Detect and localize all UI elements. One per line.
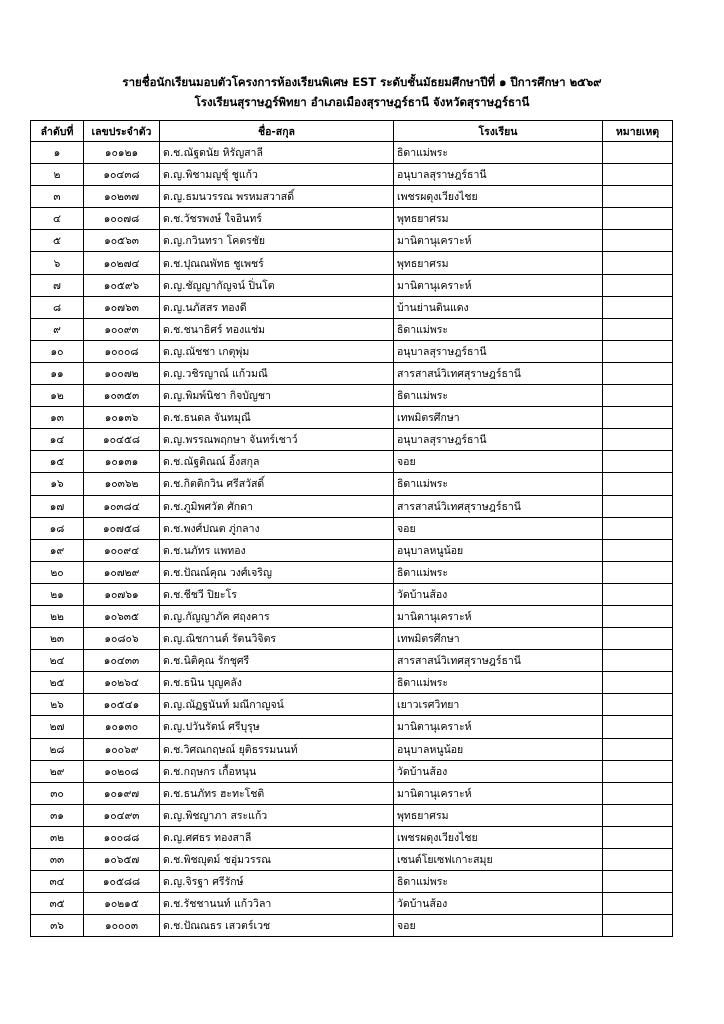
cell-no: ๑๘ [31, 517, 84, 539]
cell-student-id: ๑๐๒๓๗ [84, 186, 160, 208]
cell-note [603, 385, 673, 407]
cell-name: ด.ช.พงศ์ปณต ภู่กลาง [160, 517, 394, 539]
cell-name: ด.ญ.ณิชกานต์ รัตนวิจิตร [160, 628, 394, 650]
cell-note [603, 605, 673, 627]
cell-note [603, 208, 673, 230]
cell-note [603, 296, 673, 318]
cell-no: ๑ [31, 142, 84, 164]
column-header-school: โรงเรียน [394, 121, 603, 142]
cell-school: สารสาสน์วิเทศสุราษฎร์ธานี [394, 495, 603, 517]
cell-note [603, 252, 673, 274]
cell-name: ด.ญ.พิชามญชุ์ ชูแก้ว [160, 164, 394, 186]
table-row [31, 849, 673, 871]
cell-note [603, 517, 673, 539]
cell-name: ด.ช.ปัณณธร เสวตร์เวช [160, 915, 394, 937]
cell-school: เยาวเรศวิทยา [394, 694, 603, 716]
table-row [31, 738, 673, 760]
table-row [31, 230, 673, 252]
cell-no: ๗ [31, 274, 84, 296]
cell-school: เซนต์โยเซฟเกาะสมุย [394, 849, 603, 871]
cell-school: ธิดาแม่พระ [394, 561, 603, 583]
cell-note [603, 362, 673, 384]
table-row [31, 650, 673, 672]
cell-student-id: ๑๐๔๓๓ [84, 650, 160, 672]
cell-note [603, 473, 673, 495]
table-row [31, 252, 673, 274]
cell-student-id: ๑๐๓๘๔ [84, 495, 160, 517]
cell-student-id: ๑๐๐๗๘ [84, 208, 160, 230]
cell-school: มานิตานุเคราะห์ [394, 605, 603, 627]
cell-school: เพชรผดุงเวียงไชย [394, 186, 603, 208]
cell-no: ๔ [31, 208, 84, 230]
cell-no: ๒๓ [31, 628, 84, 650]
table-row [31, 782, 673, 804]
cell-name: ด.ญ.ปวันรัตน์ ศรีบุรุษ [160, 716, 394, 738]
cell-student-id: ๑๐๕๖๓ [84, 230, 160, 252]
cell-name: ด.ช.นิติคุณ รักชุศรี [160, 650, 394, 672]
cell-name: ด.ช.ปุณณพัทธ ชูเพชร์ [160, 252, 394, 274]
table-row [31, 451, 673, 473]
cell-school: จอย [394, 517, 603, 539]
cell-student-id: ๑๐๒๖๔ [84, 672, 160, 694]
cell-student-id: ๑๐๔๙๓ [84, 804, 160, 826]
table-row [31, 915, 673, 937]
table-row [31, 826, 673, 848]
cell-name: ด.ช.พิชญุตม์ ชอุ่มวรรณ [160, 849, 394, 871]
cell-no: ๒๑ [31, 583, 84, 605]
cell-name: ด.ญ.พรรณพฤกษา จันทร์เชาว์ [160, 429, 394, 451]
cell-student-id: ๑๐๒๑๕ [84, 893, 160, 915]
cell-note [603, 650, 673, 672]
cell-no: ๓๕ [31, 893, 84, 915]
cell-student-id: ๑๐๑๓๐ [84, 716, 160, 738]
cell-no: ๓ [31, 186, 84, 208]
cell-school: วัดบ้านส้อง [394, 583, 603, 605]
cell-name: ด.ช.กฤษกร เกื้อหนุน [160, 760, 394, 782]
table-row [31, 539, 673, 561]
cell-note [603, 583, 673, 605]
cell-student-id: ๑๐๓๕๓ [84, 385, 160, 407]
cell-student-id: ๑๐๐๖๙ [84, 738, 160, 760]
document-title: รายชื่อนักเรียนมอบตัวโครงการห้องเรียนพิเศษ EST ระดับชั้นมัธยมศึกษาปีที่ ๑ ปีการศึกษา ๒๕๖๙ [122, 75, 602, 89]
cell-school: ธิดาแม่พระ [394, 473, 603, 495]
cell-student-id: ๑๐๑๓๖ [84, 407, 160, 429]
table-header-row [31, 121, 673, 142]
cell-name: ด.ญ.ศศธร ทองสาลี [160, 826, 394, 848]
cell-school: ธิดาแม่พระ [394, 385, 603, 407]
cell-no: ๒๔ [31, 650, 84, 672]
cell-name: ด.ช.ณัฐดนัย หิรัญสาลี [160, 142, 394, 164]
cell-note [603, 407, 673, 429]
cell-school: บ้านย่านดินแดง [394, 296, 603, 318]
cell-no: ๒๕ [31, 672, 84, 694]
cell-no: ๑๖ [31, 473, 84, 495]
table-row [31, 605, 673, 627]
cell-no: ๒๖ [31, 694, 84, 716]
cell-school: เทพมิตรศึกษา [394, 407, 603, 429]
cell-student-id: ๑๐๐๘๘ [84, 826, 160, 848]
cell-student-id: ๑๐๕๙๖ [84, 274, 160, 296]
cell-no: ๒ [31, 164, 84, 186]
cell-no: ๓๑ [31, 804, 84, 826]
table-row [31, 804, 673, 826]
cell-no: ๒๙ [31, 760, 84, 782]
cell-school: อนุบาลหนูน้อย [394, 738, 603, 760]
cell-name: ด.ญ.พิชญาภา สระแก้ว [160, 804, 394, 826]
cell-student-id: ๑๐๖๓๕ [84, 605, 160, 627]
cell-note [603, 451, 673, 473]
cell-name: ด.ช.วิศณกฤษณ์ ยุติธรรมนนท์ [160, 738, 394, 760]
cell-note [603, 826, 673, 848]
cell-school: วัดบ้านส้อง [394, 760, 603, 782]
cell-student-id: ๑๐๔๓๘ [84, 164, 160, 186]
table-row [31, 340, 673, 362]
column-header-id: เลขประจำตัว [84, 121, 160, 142]
cell-no: ๒๒ [31, 605, 84, 627]
cell-student-id: ๑๐๗๒๙ [84, 561, 160, 583]
cell-student-id: ๑๐๓๖๒ [84, 473, 160, 495]
cell-school: ธิดาแม่พระ [394, 871, 603, 893]
cell-note [603, 871, 673, 893]
cell-school: มานิตานุเคราะห์ [394, 230, 603, 252]
table-row [31, 362, 673, 384]
cell-school: สารสาสน์วิเทศสุราษฎร์ธานี [394, 362, 603, 384]
cell-school: เพชรผดุงเวียงไชย [394, 826, 603, 848]
cell-name: ด.ช.ภูมิพศวัต ศักดา [160, 495, 394, 517]
cell-student-id: ๑๐๑๓๑ [84, 451, 160, 473]
cell-school: ธิดาแม่พระ [394, 142, 603, 164]
cell-no: ๑๗ [31, 495, 84, 517]
table-row [31, 561, 673, 583]
cell-name: ด.ช.ธนดล จันทมุณี [160, 407, 394, 429]
cell-student-id: ๑๐๐๙๔ [84, 539, 160, 561]
cell-note [603, 539, 673, 561]
cell-school: มานิตานุเคราะห์ [394, 274, 603, 296]
cell-note [603, 716, 673, 738]
cell-note [603, 142, 673, 164]
cell-note [603, 738, 673, 760]
table-row [31, 495, 673, 517]
table-row [31, 893, 673, 915]
table-row [31, 473, 673, 495]
cell-school: อนุบาลหนูน้อย [394, 539, 603, 561]
cell-name: ด.ญ.วชิรญาณ์ แก้วมณี [160, 362, 394, 384]
cell-no: ๑๒ [31, 385, 84, 407]
cell-school: ธิดาแม่พระ [394, 318, 603, 340]
cell-school: เทพมิตรศึกษา [394, 628, 603, 650]
cell-school: จอย [394, 451, 603, 473]
cell-no: ๑๓ [31, 407, 84, 429]
cell-no: ๒๗ [31, 716, 84, 738]
cell-school: มานิตานุเคราะห์ [394, 716, 603, 738]
cell-no: ๙ [31, 318, 84, 340]
column-header-name: ชื่อ-สกุล [160, 121, 394, 142]
column-header-no: ลำดับที่ [31, 121, 84, 142]
cell-school: จอย [394, 915, 603, 937]
table-row [31, 628, 673, 650]
cell-note [603, 804, 673, 826]
table-row [31, 716, 673, 738]
cell-note [603, 340, 673, 362]
cell-note [603, 230, 673, 252]
cell-note [603, 782, 673, 804]
cell-student-id: ๑๐๐๙๓ [84, 318, 160, 340]
cell-no: ๓๓ [31, 849, 84, 871]
cell-no: ๑๑ [31, 362, 84, 384]
table-row [31, 318, 673, 340]
cell-student-id: ๑๐๑๙๗ [84, 782, 160, 804]
table-row [31, 760, 673, 782]
table-row [31, 296, 673, 318]
cell-student-id: ๑๐๗๕๘ [84, 517, 160, 539]
cell-name: ด.ช.ชีชวี ปิยะโร [160, 583, 394, 605]
cell-no: ๑๕ [31, 451, 84, 473]
table-row [31, 517, 673, 539]
table-row [31, 274, 673, 296]
cell-name: ด.ช.กิตติกวิน ศรีสวัสดิ์ [160, 473, 394, 495]
cell-student-id: ๑๐๑๒๑ [84, 142, 160, 164]
cell-school: อนุบาลสุราษฎร์ธานี [394, 429, 603, 451]
cell-no: ๓๔ [31, 871, 84, 893]
cell-student-id: ๑๐๒๐๘ [84, 760, 160, 782]
cell-no: ๕ [31, 230, 84, 252]
cell-note [603, 915, 673, 937]
cell-name: ด.ช.ณัฐติณณ์ อิ้งสกุล [160, 451, 394, 473]
cell-no: ๑๙ [31, 539, 84, 561]
cell-student-id: ๑๐๗๖๑ [84, 583, 160, 605]
cell-note [603, 429, 673, 451]
cell-name: ด.ญ.ณัฏฐนันท์ มณีกาญจน์ [160, 694, 394, 716]
cell-school: อนุบาลสุราษฎร์ธานี [394, 164, 603, 186]
table-row [31, 385, 673, 407]
cell-school: ธิดาแม่พระ [394, 672, 603, 694]
cell-no: ๓๐ [31, 782, 84, 804]
cell-name: ด.ช.ชนาธิศร์ ทองแช่ม [160, 318, 394, 340]
cell-school: สารสาสน์วิเทศสุราษฎร์ธานี [394, 650, 603, 672]
cell-student-id: ๑๐๐๗๒ [84, 362, 160, 384]
school-subtitle: โรงเรียนสุราษฎร์พิทยา อำเภอเมืองสุราษฎร์ธานี จังหวัดสุราษฎร์ธานี [194, 95, 530, 109]
table-row [31, 164, 673, 186]
column-header-note: หมายเหตุ [603, 121, 673, 142]
document-header [0, 72, 724, 112]
cell-name: ด.ญ.พิมพ์นิชา กิจบัญชา [160, 385, 394, 407]
cell-note [603, 561, 673, 583]
cell-note [603, 628, 673, 650]
table-row [31, 694, 673, 716]
cell-note [603, 274, 673, 296]
cell-name: ด.ญ.จิรฐา ศรีรักษ์ [160, 871, 394, 893]
cell-note [603, 164, 673, 186]
cell-note [603, 495, 673, 517]
cell-name: ด.ญ.ชัญญากัญจน์ ปิ่นโต [160, 274, 394, 296]
cell-name: ด.ช.ธนิน บุญคลัง [160, 672, 394, 694]
table-row [31, 142, 673, 164]
student-list-table [30, 120, 673, 937]
cell-no: ๓๖ [31, 915, 84, 937]
cell-note [603, 893, 673, 915]
cell-note [603, 672, 673, 694]
cell-no: ๑๐ [31, 340, 84, 362]
cell-school: พุทธยาศรม [394, 804, 603, 826]
cell-no: ๘ [31, 296, 84, 318]
cell-name: ด.ช.ปัณณ์คุณ วงศ์เจริญ [160, 561, 394, 583]
cell-student-id: ๑๐๗๖๓ [84, 296, 160, 318]
cell-no: ๒๘ [31, 738, 84, 760]
cell-note [603, 318, 673, 340]
table-row [31, 208, 673, 230]
cell-note [603, 186, 673, 208]
cell-name: ด.ญ.นภัสสร ทองดี [160, 296, 394, 318]
table-row [31, 429, 673, 451]
cell-student-id: ๑๐๕๘๘ [84, 871, 160, 893]
cell-student-id: ๑๐๐๐๓ [84, 915, 160, 937]
cell-name: ด.ญ.ณัชชา เกตุพุ่ม [160, 340, 394, 362]
cell-student-id: ๑๐๐๐๘ [84, 340, 160, 362]
cell-student-id: ๑๐๕๔๑ [84, 694, 160, 716]
cell-student-id: ๑๐๘๐๖ [84, 628, 160, 650]
cell-student-id: ๑๐๖๕๗ [84, 849, 160, 871]
cell-name: ด.ญ.กัญญาภัค ศฤงคาร [160, 605, 394, 627]
cell-note [603, 760, 673, 782]
cell-no: ๒๐ [31, 561, 84, 583]
cell-student-id: ๑๐๒๗๔ [84, 252, 160, 274]
cell-school: อนุบาลสุราษฎร์ธานี [394, 340, 603, 362]
table-row [31, 871, 673, 893]
cell-name: ด.ช.รัชชานนท์ แก้ววิลา [160, 893, 394, 915]
cell-student-id: ๑๐๔๕๘ [84, 429, 160, 451]
cell-no: ๑๔ [31, 429, 84, 451]
cell-school: มานิตานุเคราะห์ [394, 782, 603, 804]
cell-school: วัดบ้านส้อง [394, 893, 603, 915]
table-row [31, 672, 673, 694]
cell-name: ด.ญ.กวินทรา โคตรชัย [160, 230, 394, 252]
cell-name: ด.ญ.ธมนวรรณ พรหมสวาสดิ์ [160, 186, 394, 208]
cell-school: พุทธยาศรม [394, 252, 603, 274]
cell-note [603, 694, 673, 716]
table-row [31, 407, 673, 429]
table-row [31, 186, 673, 208]
cell-no: ๖ [31, 252, 84, 274]
cell-no: ๓๒ [31, 826, 84, 848]
table-row [31, 583, 673, 605]
cell-note [603, 849, 673, 871]
cell-name: ด.ช.วัชรพงษ์ ใจอินทร์ [160, 208, 394, 230]
cell-name: ด.ช.ธนภัทร ฮะทะโชติ [160, 782, 394, 804]
cell-name: ด.ช.นภัทร แพทอง [160, 539, 394, 561]
cell-school: พุทธยาศรม [394, 208, 603, 230]
